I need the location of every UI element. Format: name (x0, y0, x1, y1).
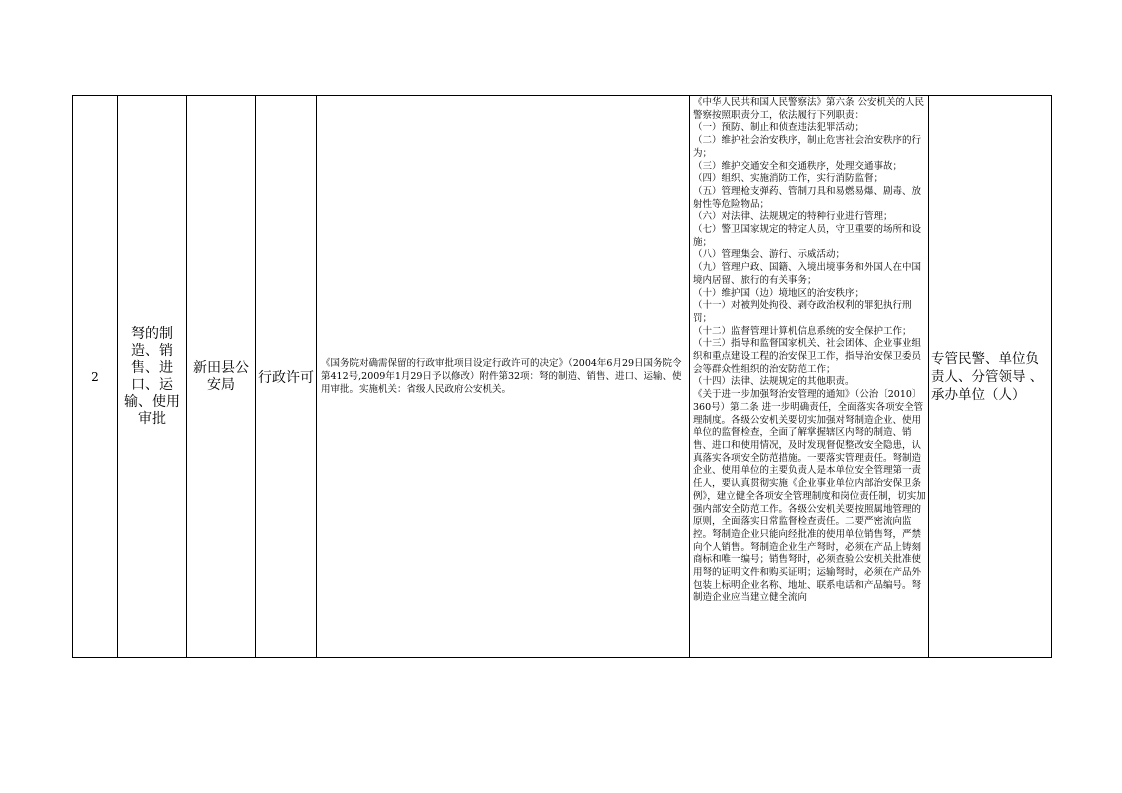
duty-line: （七）警卫国家规定的特定人员，守卫重要的场所和设施； (693, 224, 922, 248)
row-number: 2 (73, 96, 118, 658)
duty-line: （二）维护社会治安秩序，制止危害社会治安秩序的行为； (693, 135, 922, 159)
duty-line: （九）管理户政、国籍、入境出境事务和外国人在中国境内居留、旅行的有关事务； (693, 262, 922, 286)
legal-basis-cell (317, 96, 690, 658)
duty-line: （十三）指导和监督国家机关、社会团体、企业事业组织和重点建设工程的治安保卫工作，指导治安保卫委员会等群众性组织的治安防范工作； (693, 338, 922, 375)
duties-text (690, 96, 928, 657)
duties-cell (690, 96, 929, 658)
duty-line: （十一）对被判处拘役、剥夺政治权利的罪犯执行刑罚； (693, 300, 912, 324)
department: 新田县公安局 (187, 96, 256, 658)
duty-line: （六）对法律、法规规定的特种行业进行管理； (693, 211, 893, 223)
duty-line: （四）组织、实施消防工作，实行消防监督； (693, 173, 884, 185)
permit-table (72, 95, 1052, 658)
duty-line: 《关于进一步加强弩治安管理的通知》（公治〔2010〕360号）第二条 进一步明确责任，全面落实各项安全管理制度。各级公安机关要切实加强对弩制造企业、使用单位的监督检查，全面了解掌握辖区内弩的制造、销售、进口和使用情况，及时发现督促整改安全隐患，认真落实各项安全防范措施。一要落实管理责任。弩制造企业、使用单位的主要负责人是本单位安全管理第一责任人，要认真贯彻实施《企业事业单位内部治安保卫条例》，建立健全各项安全管理制度和岗位责任制，切实加强内部安全防范工作。各级公安机关要按照属地管理的原则，全面落实日常监督检查责任。二要严密流向监控。弩制造企业只能向经批准的使用单位销售弩，严禁向个人销售。弩制造企业生产弩时，必须在产品上铸刻商标和唯一编号；销售弩时，必须查验公安机关批准使用弩的证明文件和购买证明；运输弩时，必须在产品外包装上标明企业名称、地址、联系电话和产品编号。弩制造企业应当建立健全流向 (693, 389, 926, 604)
legal-basis: 《国务院对确需保留的行政审批项目设定行政许可的决定》（2004年6月29日国务院令第412号,2009年1月29日予以修改）附件第32项：弩的制造、销售、进口、运输、使用审批。实施机关：省级人民政府公安机关。 (321, 358, 682, 395)
duty-line: （三）维护交通安全和交通秩序，处理交通事故； (693, 160, 903, 172)
duty-line: （十四）法律、法规规定的其他职责。 (693, 376, 855, 388)
duty-line: （五）管理枪支弹药、管制刀具和易燃易爆、剧毒、放射性等危险物品； (693, 185, 922, 210)
item-name: 弩的制造、销售、进口、运输、使用审批 (118, 96, 187, 658)
duty-line: （八）管理集会、游行、示威活动； (693, 249, 846, 261)
responsible-parties: 专管民警、单位负责人、分管领导 、承办单位（人） (931, 350, 1044, 403)
duty-line: （十二）监督管理计算机信息系统的安全保护工作； (693, 325, 912, 337)
item-type: 行政许可 (256, 96, 317, 658)
duty-line: （一）预防、制止和侦查违法犯罪活动； (693, 122, 865, 134)
duty-line: （十）维护国（边）境地区的治安秩序； (693, 287, 865, 299)
duty-line: 《中华人民共和国人民警察法》第六条 公安机关的人民警察按照职责分工，依法履行下列职责： (693, 97, 925, 121)
responsible-cell (929, 96, 1052, 658)
table-row (73, 96, 1052, 658)
